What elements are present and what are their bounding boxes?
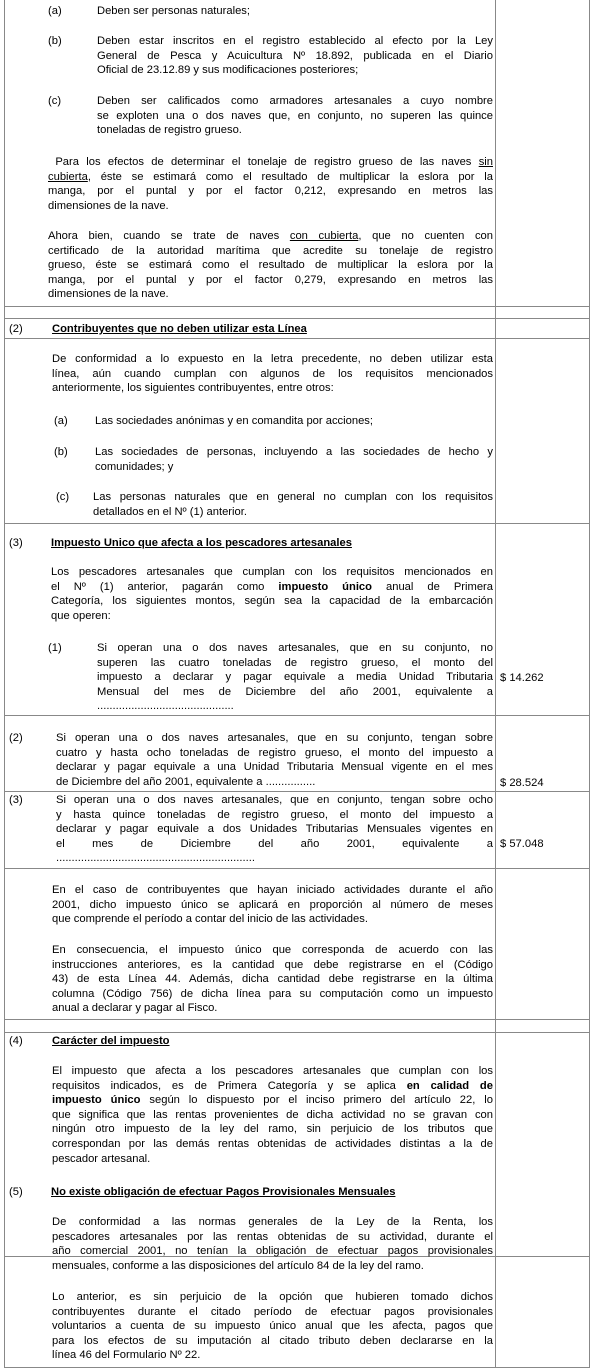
table-border-center [495, 0, 496, 1368]
row-divider [4, 791, 590, 792]
list-marker: (b) [48, 35, 62, 47]
section-number: (5) [9, 1186, 23, 1198]
row-divider [4, 318, 590, 319]
paragraph: Ahora bien, cuando se trate de naves con cubierta, que no cuenten con certificado de la autoridad marítima que acredite su tonelaje de registro grueso, éste se estimará como el resultado de multiplicar la eslora por la manga, por el puntal y por el factor 0,279, expresando en metros las dimensiones de la nave. [48, 230, 493, 301]
paragraph: Lo anterior, es sin perjuicio de la opción que hubieren tomado dichos contribuyentes durante el citado período de efectuar pagos provisionales voluntarios a cuenta de su impuesto único anual que les afecta, pagos que para los efectos de su imputación al citado tributo deben declararse en la línea 46 del Formulario Nº 22. [52, 1291, 493, 1362]
paragraph: El impuesto que afecta a los pescadores artesanales que cumplan con los requisitos indicados, es de Primera Categoría y se aplica en calidad de impuesto único según lo dispuesto por el inciso primero del artículo 22, lo que significa que las rentas provenientes de dicha actividad no se gravan con ningún otro impuesto de la ley del ramo, sin perjuicio de los tributos que correspondan por las demás rentas obtenidas de actividades distintas a la de pescador artesanal. [52, 1065, 493, 1165]
list-marker: (c) [48, 95, 62, 107]
list-item-text: Las personas naturales que en general no cumplan con los requisitos detallados en el Nº (1) anterior. [93, 491, 493, 518]
table-border-bottom [4, 1367, 590, 1368]
list-item-text: Las sociedades de personas, incluyendo a las sociedades de hecho y comunidades; y [95, 446, 493, 473]
section-number: (2) [9, 323, 23, 335]
row-divider [4, 523, 590, 524]
row-divider [4, 1019, 590, 1020]
section-heading: Contribuyentes que no deben utilizar esta Línea [52, 323, 307, 335]
row-divider [4, 306, 590, 307]
amount-value: $ 57.048 [500, 838, 544, 850]
list-marker: (a) [54, 415, 68, 427]
section-heading: Impuesto Unico que afecta a los pescadores artesanales [51, 537, 352, 549]
list-item-text: Si operan una o dos naves artesanales, que en su conjunto, no superen las cuatro toneladas de registro grueso, el monto del impuesto a declarar y pagar equivale a media Unidad Tributaria Mensual del mes de Diciembre del año 2001, equivalente a ............................................ [97, 642, 493, 713]
paragraph: De conformidad a lo expuesto en la letra precedente, no deben utilizar esta línea, aún cuando cumplan con algunos de los requisitos mencionados anteriormente, los siguientes contribuyentes, entre otros: [52, 353, 493, 395]
paragraph: Para los efectos de determinar el tonelaje de registro grueso de las naves sin cubierta, éste se estimará como el resultado de multiplicar la eslora por la manga, por el puntal y por el factor 0,212, expresando en metros las dimensiones de la nave. [48, 156, 493, 212]
row-divider [4, 338, 590, 339]
amount-value: $ 14.262 [500, 672, 544, 684]
section-heading: Carácter del impuesto [52, 1035, 170, 1047]
paragraph: De conformidad a las normas generales de la Ley de la Renta, los pescadores artesanales por las rentas obtenidas de su actividad, durante el año comercial 2001, no tenían la obligación de efectuar pagos provisionales mensuales, conforme a las disposiciones del artículo 84 de la ley del ramo. [52, 1216, 493, 1272]
list-marker: (c) [56, 491, 70, 503]
row-divider [4, 715, 590, 716]
row-divider [4, 1032, 590, 1033]
list-marker: (3) [9, 794, 23, 806]
section-number: (3) [9, 537, 23, 549]
list-item-text: Las sociedades anónimas y en comandita por acciones; [95, 415, 373, 427]
list-marker: (b) [54, 446, 68, 458]
paragraph: En el caso de contribuyentes que hayan iniciado actividades durante el año 2001, dicho impuesto único se aplicará en proporción al número de meses que comprende el período a contar del inicio de las actividades. [52, 884, 493, 926]
section-heading: No existe obligación de efectuar Pagos Provisionales Mensuales [51, 1186, 396, 1198]
list-item-text: Deben ser calificados como armadores artesanales a cuyo nombre se exploten una o dos naves que, en conjunto, no superen las quince toneladas de registro grueso. [97, 95, 493, 137]
table-border-right [589, 0, 590, 1368]
list-item-text: Si operan una o dos naves artesanales, que en su conjunto, tengan sobre cuatro y hasta ocho toneladas de registro grueso, el monto del impuesto a declarar y pagar equivale a una Unidad Tributaria Mensual vigente en el mes de Diciembre del año 2001, equivalente a ................ [56, 732, 493, 788]
list-marker: (2) [9, 732, 23, 744]
paragraph: Los pescadores artesanales que cumplan con los requisitos mencionados en el Nº (1) anterior, pagarán como impuesto único anual de Primera Categoría, los siguientes montos, según sea la capacidad de la embarcación que operen: [51, 566, 493, 622]
list-item-text: Si operan una o dos naves artesanales, que en conjunto, tengan sobre ocho y hasta quince toneladas de registro grueso, el monto del impuesto a declarar y pagar equivale a dos Unidades Tributarias Mensuales vigentes en el mes de Diciembre del año 2001, equivalente a ................................................................ [56, 794, 493, 865]
section-number: (4) [9, 1035, 23, 1047]
list-marker: (1) [48, 642, 62, 654]
paragraph: En consecuencia, el impuesto único que corresponda de acuerdo con las instrucciones anteriores, es la cantidad que debe registrarse en el (Código 43) de esta Línea 44. Además, dicha cantidad debe registrarse en la última columna (Código 756) de dicha línea para su computación como un impuesto anual a declarar y pagar al Fisco. [52, 944, 493, 1015]
list-marker: (a) [48, 5, 62, 17]
row-divider [4, 868, 590, 869]
list-item-text: Deben ser personas naturales; [97, 5, 250, 17]
amount-value: $ 28.524 [500, 777, 544, 789]
table-border-left [4, 0, 5, 1368]
list-item-text: Deben estar inscritos en el registro establecido al efecto por la Ley General de Pesca y Acuicultura Nº 18.892, publicada en el Diario Oficial de 23.12.89 y sus modificaciones posteriores; [97, 35, 493, 77]
